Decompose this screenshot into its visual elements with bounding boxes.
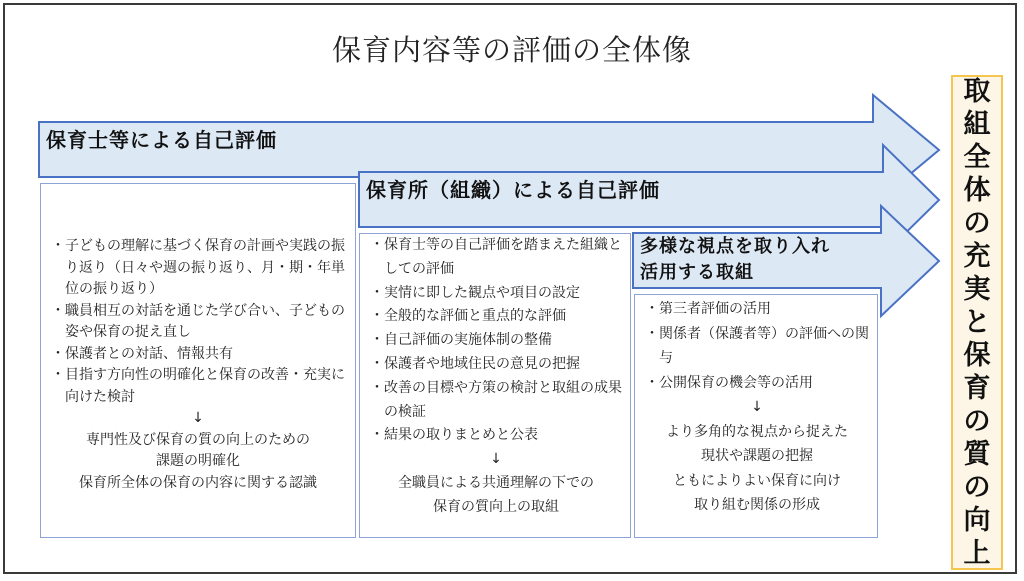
outcome-box <box>951 75 1003 570</box>
down-arrow-icon: ↓ <box>490 451 502 468</box>
list-item: ・ 保護者との対話、情報共有 <box>47 344 349 366</box>
diverse-perspectives-list <box>641 297 873 395</box>
down-arrow-icon: ↓ <box>192 410 204 426</box>
staff-evaluation-box <box>40 183 356 538</box>
arrow-label-diverse-line1: 多様な視点を取り入れ <box>640 236 830 257</box>
list-item: ・ 目指す方向性の明確化と保育の改善・充実に向けた検討 <box>47 365 349 408</box>
outcome-char: の <box>963 406 991 437</box>
conclusion-line: 保育所全体の保育の内容に関する認識 <box>79 474 317 491</box>
list-item: ・ 第三者評価の活用 <box>641 297 873 322</box>
conclusion-line: 現状や課題の把握 <box>701 448 813 464</box>
list-item: ・ 子どもの理解に基づく保育の計画や実践の振り返り（日々や週の振り返り、月・期・年単位の振り返り） <box>47 236 349 301</box>
outcome-char: 実 <box>963 274 991 305</box>
outcome-char: 全 <box>963 142 991 173</box>
outcome-char: 上 <box>963 538 991 569</box>
list-item: ・ 職員相互の対話を通じた学び合い、子どもの姿や保育の捉え直し <box>47 301 349 344</box>
list-item: ・ 改善の目標や方策の検討と取組の成果の検証 <box>366 377 626 425</box>
down-arrow-icon: ↓ <box>751 399 763 415</box>
conclusion-line: 取り組む関係の形成 <box>694 497 820 513</box>
outcome-char: と <box>963 307 991 338</box>
diverse-perspectives-box <box>634 294 878 538</box>
outcome-char: 保 <box>963 340 991 371</box>
conclusion-line: 専門性及び保育の質の向上のための <box>86 431 310 448</box>
staff-evaluation-list <box>47 236 349 408</box>
outcome-char: 質 <box>963 439 991 470</box>
outcome-char: 体 <box>963 175 991 206</box>
arrow-label-organization: 保育所（組織）による自己評価 <box>366 178 660 202</box>
arrow-label-diverse-line2: 活用する取組 <box>640 262 754 283</box>
outcome-char: の <box>963 208 991 239</box>
outcome-char: 組 <box>963 109 991 140</box>
conclusion-line: ともによりよい保育に向け <box>673 472 841 489</box>
organization-evaluation-box <box>359 233 631 538</box>
organization-conclusion <box>366 472 626 520</box>
diagram-title: 保育内容等の評価の全体像 <box>331 33 692 67</box>
list-item: ・ 全般的な評価と重点的な評価 <box>366 305 626 329</box>
list-item: ・ 保護者や地域住民の意見の把握 <box>366 353 626 377</box>
conclusion-line: 保育の質向上の取組 <box>433 498 559 515</box>
conclusion-line: 課題の明確化 <box>156 453 240 469</box>
list-item: ・ 関係者（保護者等）の評価への関与 <box>641 322 873 371</box>
conclusion-line: より多角的な視点から捉えた <box>666 423 848 440</box>
outcome-char: 向 <box>963 505 991 536</box>
outcome-char: の <box>963 472 991 503</box>
arrow-label-diverse <box>640 234 830 286</box>
list-item: ・ 結果の取りまとめと公表 <box>366 424 626 448</box>
conclusion-line: 全職員による共通理解の下での <box>398 474 594 491</box>
organization-evaluation-list <box>366 234 626 448</box>
list-item: ・ 実情に即した観点や項目の設定 <box>366 282 626 306</box>
arrow-label-staff: 保育士等による自己評価 <box>46 128 277 152</box>
list-item: ・ 保育士等の自己評価を踏まえた組織としての評価 <box>366 234 626 282</box>
staff-conclusion <box>47 430 349 495</box>
outcome-char: 育 <box>963 373 991 404</box>
list-item: ・ 公開保育の機会等の活用 <box>641 371 873 396</box>
diverse-conclusion <box>641 420 873 518</box>
outcome-char: 充 <box>963 241 991 272</box>
list-item: ・ 自己評価の実施体制の整備 <box>366 329 626 353</box>
outcome-char: 取 <box>963 76 991 107</box>
